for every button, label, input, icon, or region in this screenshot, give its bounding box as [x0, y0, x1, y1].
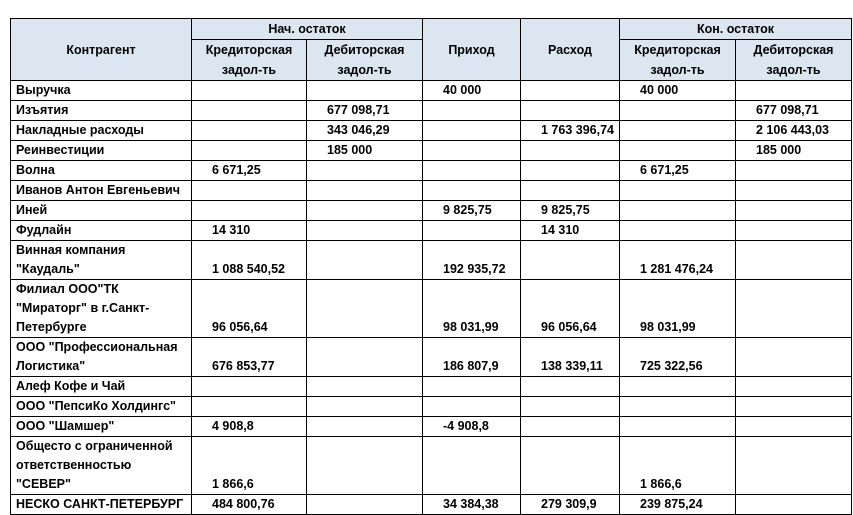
cell-income[interactable]: [423, 437, 521, 495]
table-row: [11, 221, 852, 241]
cell-opening-credit[interactable]: [192, 101, 307, 121]
cell-closing-debit[interactable]: [736, 221, 852, 241]
table-row: [11, 241, 852, 280]
cell-closing-credit[interactable]: 1 281 476,24: [620, 241, 736, 280]
cell-expense[interactable]: [521, 161, 620, 181]
cell-opening-debit[interactable]: [307, 221, 423, 241]
cell-opening-debit[interactable]: [307, 181, 423, 201]
cell-expense[interactable]: [521, 141, 620, 161]
cell-opening-debit[interactable]: [307, 280, 423, 338]
cell-opening-credit[interactable]: 484 800,76: [192, 495, 307, 515]
cell-closing-debit[interactable]: 677 098,71: [736, 101, 852, 121]
cell-income[interactable]: [423, 221, 521, 241]
cell-counterparty[interactable]: Волна: [11, 161, 192, 181]
cell-closing-credit[interactable]: [620, 141, 736, 161]
cell-income[interactable]: [423, 397, 521, 417]
cell-expense[interactable]: 1 763 396,74: [521, 121, 620, 141]
cell-income[interactable]: [423, 101, 521, 121]
cell-income[interactable]: [423, 141, 521, 161]
cell-expense[interactable]: 96 056,64: [521, 280, 620, 338]
cell-closing-credit[interactable]: 40 000: [620, 81, 736, 101]
cell-closing-debit[interactable]: [736, 280, 852, 338]
cell-closing-credit[interactable]: 6 671,25: [620, 161, 736, 181]
cell-opening-credit[interactable]: [192, 81, 307, 101]
cell-counterparty[interactable]: Реинвестиции: [11, 141, 192, 161]
cell-opening-debit[interactable]: [307, 437, 423, 495]
cell-expense[interactable]: [521, 397, 620, 417]
cell-closing-credit[interactable]: [620, 121, 736, 141]
header-income[interactable]: Приход: [423, 19, 521, 81]
cell-counterparty[interactable]: Изъятия: [11, 101, 192, 121]
cell-income[interactable]: 9 825,75: [423, 201, 521, 221]
cell-opening-debit[interactable]: [307, 241, 423, 280]
table-row: [11, 141, 852, 161]
cell-expense[interactable]: [521, 101, 620, 121]
cell-opening-debit[interactable]: [307, 397, 423, 417]
cell-opening-credit[interactable]: 6 671,25: [192, 161, 307, 181]
cell-opening-debit[interactable]: [307, 161, 423, 181]
cell-opening-debit[interactable]: [307, 377, 423, 397]
cell-income[interactable]: 186 807,9: [423, 338, 521, 377]
cell-opening-debit[interactable]: 343 046,29: [307, 121, 423, 141]
cell-closing-debit[interactable]: [736, 397, 852, 417]
cell-closing-credit[interactable]: [620, 181, 736, 201]
table-row: [11, 437, 852, 495]
cell-counterparty[interactable]: НЕСКО САНКТ-ПЕТЕРБУРГ: [11, 495, 192, 515]
cell-closing-debit[interactable]: [736, 181, 852, 201]
cell-closing-credit[interactable]: [620, 221, 736, 241]
header-opening-debit[interactable]: Дебиторская задол-ть: [307, 40, 423, 81]
cell-opening-credit[interactable]: 676 853,77: [192, 338, 307, 377]
table-body: [11, 81, 852, 515]
table-row: [11, 495, 852, 515]
cell-opening-credit[interactable]: 4 908,8: [192, 417, 307, 437]
cell-expense[interactable]: [521, 181, 620, 201]
cell-counterparty[interactable]: Накладные расходы: [11, 121, 192, 141]
cell-opening-debit[interactable]: 185 000: [307, 141, 423, 161]
spreadsheet: [10, 18, 852, 515]
table-row: [11, 397, 852, 417]
table-row: [11, 338, 852, 377]
header-closing-credit[interactable]: Кредиторская задол-ть: [620, 40, 736, 81]
cell-closing-credit[interactable]: [620, 101, 736, 121]
cell-expense[interactable]: 279 309,9: [521, 495, 620, 515]
header-expense[interactable]: Расход: [521, 19, 620, 81]
cell-closing-debit[interactable]: 185 000: [736, 141, 852, 161]
cell-counterparty[interactable]: Иней: [11, 201, 192, 221]
cell-income[interactable]: [423, 121, 521, 141]
cell-opening-debit[interactable]: [307, 201, 423, 221]
cell-income[interactable]: [423, 377, 521, 397]
header-opening-balance[interactable]: Нач. остаток: [192, 19, 423, 40]
cell-opening-credit[interactable]: [192, 397, 307, 417]
header-closing-debit[interactable]: Дебиторская задол-ть: [736, 40, 852, 81]
cell-counterparty[interactable]: Иванов Антон Евгеньевич: [11, 181, 192, 201]
cell-counterparty[interactable]: Филиал ООО"ТК "Мираторг" в г.Санкт-Петербурге: [11, 280, 192, 338]
cell-counterparty[interactable]: ООО "Шамшер": [11, 417, 192, 437]
cell-closing-debit[interactable]: 2 106 443,03: [736, 121, 852, 141]
cell-opening-credit[interactable]: 14 310: [192, 221, 307, 241]
cell-opening-credit[interactable]: [192, 141, 307, 161]
balance-table: [10, 18, 852, 515]
cell-closing-credit[interactable]: 1 866,6: [620, 437, 736, 495]
cell-income[interactable]: [423, 181, 521, 201]
cell-opening-debit[interactable]: 677 098,71: [307, 101, 423, 121]
cell-closing-credit[interactable]: 98 031,99: [620, 280, 736, 338]
cell-income[interactable]: -4 908,8: [423, 417, 521, 437]
cell-expense[interactable]: 14 310: [521, 221, 620, 241]
table-row: [11, 101, 852, 121]
cell-opening-debit[interactable]: [307, 495, 423, 515]
table-row: [11, 121, 852, 141]
cell-opening-debit[interactable]: [307, 338, 423, 377]
cell-expense[interactable]: [521, 437, 620, 495]
cell-closing-credit[interactable]: 725 322,56: [620, 338, 736, 377]
cell-expense[interactable]: [521, 417, 620, 437]
cell-closing-debit[interactable]: [736, 437, 852, 495]
cell-closing-debit[interactable]: [736, 81, 852, 101]
table-row: [11, 181, 852, 201]
table-row: [11, 377, 852, 397]
cell-counterparty[interactable]: Фудлайн: [11, 221, 192, 241]
cell-closing-debit[interactable]: [736, 161, 852, 181]
cell-opening-credit[interactable]: [192, 201, 307, 221]
cell-opening-credit[interactable]: [192, 377, 307, 397]
header-counterparty[interactable]: Контрагент: [11, 19, 192, 81]
cell-expense[interactable]: [521, 377, 620, 397]
table-row: [11, 417, 852, 437]
table-row: [11, 201, 852, 221]
cell-expense[interactable]: [521, 241, 620, 280]
cell-opening-credit[interactable]: [192, 121, 307, 141]
cell-counterparty[interactable]: Выручка: [11, 81, 192, 101]
cell-income[interactable]: 98 031,99: [423, 280, 521, 338]
cell-closing-credit[interactable]: [620, 397, 736, 417]
cell-counterparty[interactable]: Алеф Кофе и Чай: [11, 377, 192, 397]
cell-expense[interactable]: [521, 81, 620, 101]
cell-counterparty[interactable]: Общесто с ограниченной ответственностью "СЕВЕР": [11, 437, 192, 495]
cell-income[interactable]: 40 000: [423, 81, 521, 101]
cell-income[interactable]: 34 384,38: [423, 495, 521, 515]
cell-closing-credit[interactable]: [620, 201, 736, 221]
cell-closing-debit[interactable]: [736, 495, 852, 515]
cell-closing-debit[interactable]: [736, 201, 852, 221]
table-row: [11, 161, 852, 181]
cell-opening-credit[interactable]: 1 866,6: [192, 437, 307, 495]
header-opening-credit[interactable]: Кредиторская задол-ть: [192, 40, 307, 81]
table-row: [11, 81, 852, 101]
cell-opening-debit[interactable]: [307, 81, 423, 101]
cell-closing-credit[interactable]: [620, 377, 736, 397]
cell-counterparty[interactable]: ООО "Профессиональная Логистика": [11, 338, 192, 377]
cell-income[interactable]: 192 935,72: [423, 241, 521, 280]
cell-opening-credit[interactable]: 96 056,64: [192, 280, 307, 338]
cell-expense[interactable]: 9 825,75: [521, 201, 620, 221]
cell-closing-debit[interactable]: [736, 377, 852, 397]
cell-counterparty[interactable]: Винная компания "Каудаль": [11, 241, 192, 280]
cell-closing-debit[interactable]: [736, 338, 852, 377]
cell-closing-credit[interactable]: [620, 417, 736, 437]
table-row: [11, 280, 852, 338]
cell-closing-debit[interactable]: [736, 241, 852, 280]
cell-closing-debit[interactable]: [736, 417, 852, 437]
cell-opening-credit[interactable]: [192, 181, 307, 201]
cell-opening-credit[interactable]: 1 088 540,52: [192, 241, 307, 280]
cell-closing-credit[interactable]: 239 875,24: [620, 495, 736, 515]
cell-income[interactable]: [423, 161, 521, 181]
header-closing-balance[interactable]: Кон. остаток: [620, 19, 852, 40]
cell-expense[interactable]: 138 339,11: [521, 338, 620, 377]
cell-opening-debit[interactable]: [307, 417, 423, 437]
cell-counterparty[interactable]: ООО "ПепсиКо Холдингс": [11, 397, 192, 417]
